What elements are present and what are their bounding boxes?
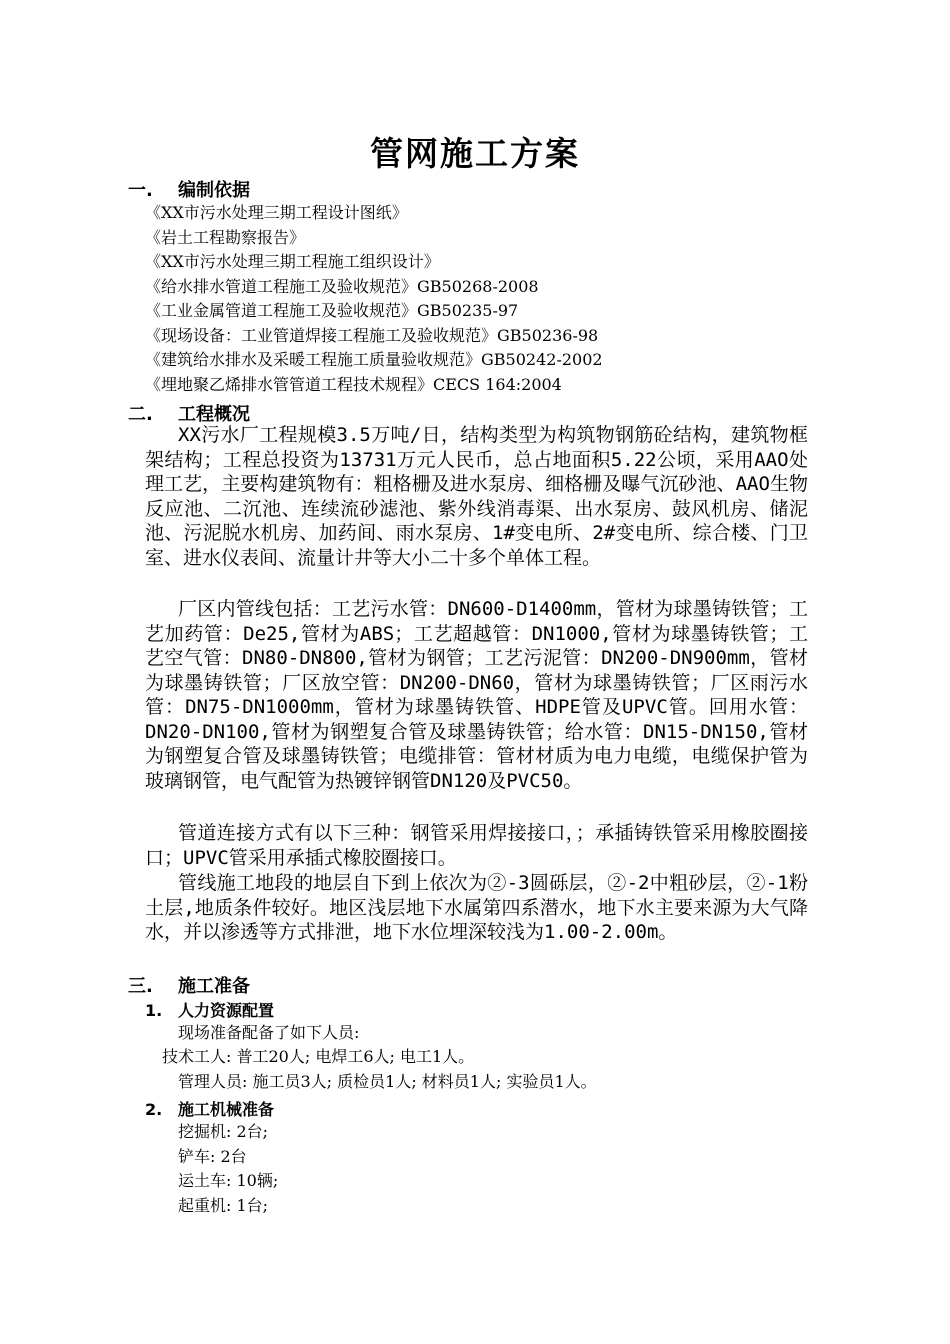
section-title: 工程概况	[178, 404, 250, 425]
reference-item: 《工业金属管道工程施工及验收规范》GB50235-97	[145, 301, 519, 320]
machinery-item: 挖掘机: 2台;	[178, 1122, 269, 1141]
machinery-item: 起重机: 1台;	[178, 1196, 269, 1215]
reference-item: 《建筑给水排水及采暖工程施工质量验收规范》GB50242-2002	[145, 350, 603, 369]
reference-item: 《XX市污水处理三期工程施工组织设计》	[145, 252, 440, 271]
subsection-heading-machinery	[145, 1097, 274, 1120]
document-title: 管网施工方案	[370, 134, 580, 173]
reference-item: 《XX市污水处理三期工程设计图纸》	[145, 203, 408, 222]
subsection-title: 施工机械准备	[178, 1100, 275, 1119]
reference-item: 《给水排水管道工程施工及验收规范》GB50268-2008	[145, 277, 539, 296]
reference-item: 《现场设备：工业管道焊接工程施工及验收规范》GB50236-98	[145, 326, 599, 345]
staffing-intro: 现场准备配备了如下人员:	[178, 1023, 360, 1042]
subsection-title: 人力资源配置	[178, 1001, 275, 1020]
staffing-management: 管理人员: 施工员3人; 质检员1人; 材料员1人; 实验员1人。	[178, 1072, 597, 1091]
subsection-heading-staffing	[145, 998, 274, 1021]
section-title: 施工准备	[178, 976, 250, 997]
section-number: 一.	[128, 180, 153, 201]
section-heading-basis	[128, 176, 250, 202]
section-title: 编制依据	[178, 180, 250, 201]
section-number: 三.	[128, 976, 153, 997]
overview-paragraph-geology: 管线施工地段的地层自下到上依次为②-3圆砾层，②-2中粗砂层，②-1粉土层,地质条件较好。地区浅层地下水属第四系潜水，地下水主要来源为大气降水，并以渗透等方式排泄，地下水位埋深较浅为1.00-2.00m。	[145, 872, 808, 943]
reference-item: 《岩土工程勘察报告》	[145, 228, 306, 247]
subsection-number: 1.	[145, 1001, 163, 1020]
subsection-number: 2.	[145, 1100, 163, 1119]
section-heading-preparation	[128, 972, 250, 998]
machinery-item: 运土车: 10辆;	[178, 1171, 279, 1190]
section-number: 二.	[128, 404, 153, 425]
overview-paragraph-pipelines: 厂区内管线包括：工艺污水管：DN600-D1400mm，管材为球墨铸铁管；工艺加药管：De25,管材为ABS；工艺超越管：DN1000,管材为球墨铸铁管；工艺空气管：DN80-DN800,管材为钢管；工艺污泥管：DN200-DN900mm，管材为球墨铸铁管；厂区放空管：DN200-DN60，管材为球墨铸铁管；厂区雨污水管：DN75-DN1000mm，管材为球墨铸铁管、HDPE管及UPVC管。回用水管：DN20-DN100,管材为钢塑复合管及球墨铸铁管；给水管：DN15-DN150,管材为钢塑复合管及球墨铸铁管；电缆排管：管材材质为电力电缆，电缆保护管为玻璃钢管，电气配管为热镀锌钢管DN120及PVC50。	[145, 598, 808, 792]
reference-item: 《埋地聚乙烯排水管管道工程技术规程》CECS 164:2004	[145, 375, 562, 394]
staffing-technical-workers: 技术工人: 普工20人; 电焊工6人; 电工1人。	[162, 1047, 475, 1066]
machinery-item: 铲车: 2台	[178, 1147, 247, 1166]
overview-paragraph-connections: 管道连接方式有以下三种：钢管采用焊接接口，；承插铸铁管采用橡胶圈接口；UPVC管采用承插式橡胶圈接口。	[145, 822, 808, 869]
overview-paragraph-scale: XX污水厂工程规模3.5万吨/日，结构类型为构筑物钢筋砼结构，建筑物框架结构；工程总投资为13731万元人民币，总占地面积5.22公顷，采用AAO处理工艺，主要构建筑物有：粗格栅及进水泵房、细格栅及曝气沉砂池、AAO生物反应池、二沉池、连续流砂滤池、紫外线消毒渠、出水泵房、鼓风机房、储泥池、污泥脱水机房、加药间、雨水泵房、1#变电所、2#变电所、综合楼、门卫室、进水仪表间、流量计井等大小二十多个单体工程。	[145, 424, 808, 569]
